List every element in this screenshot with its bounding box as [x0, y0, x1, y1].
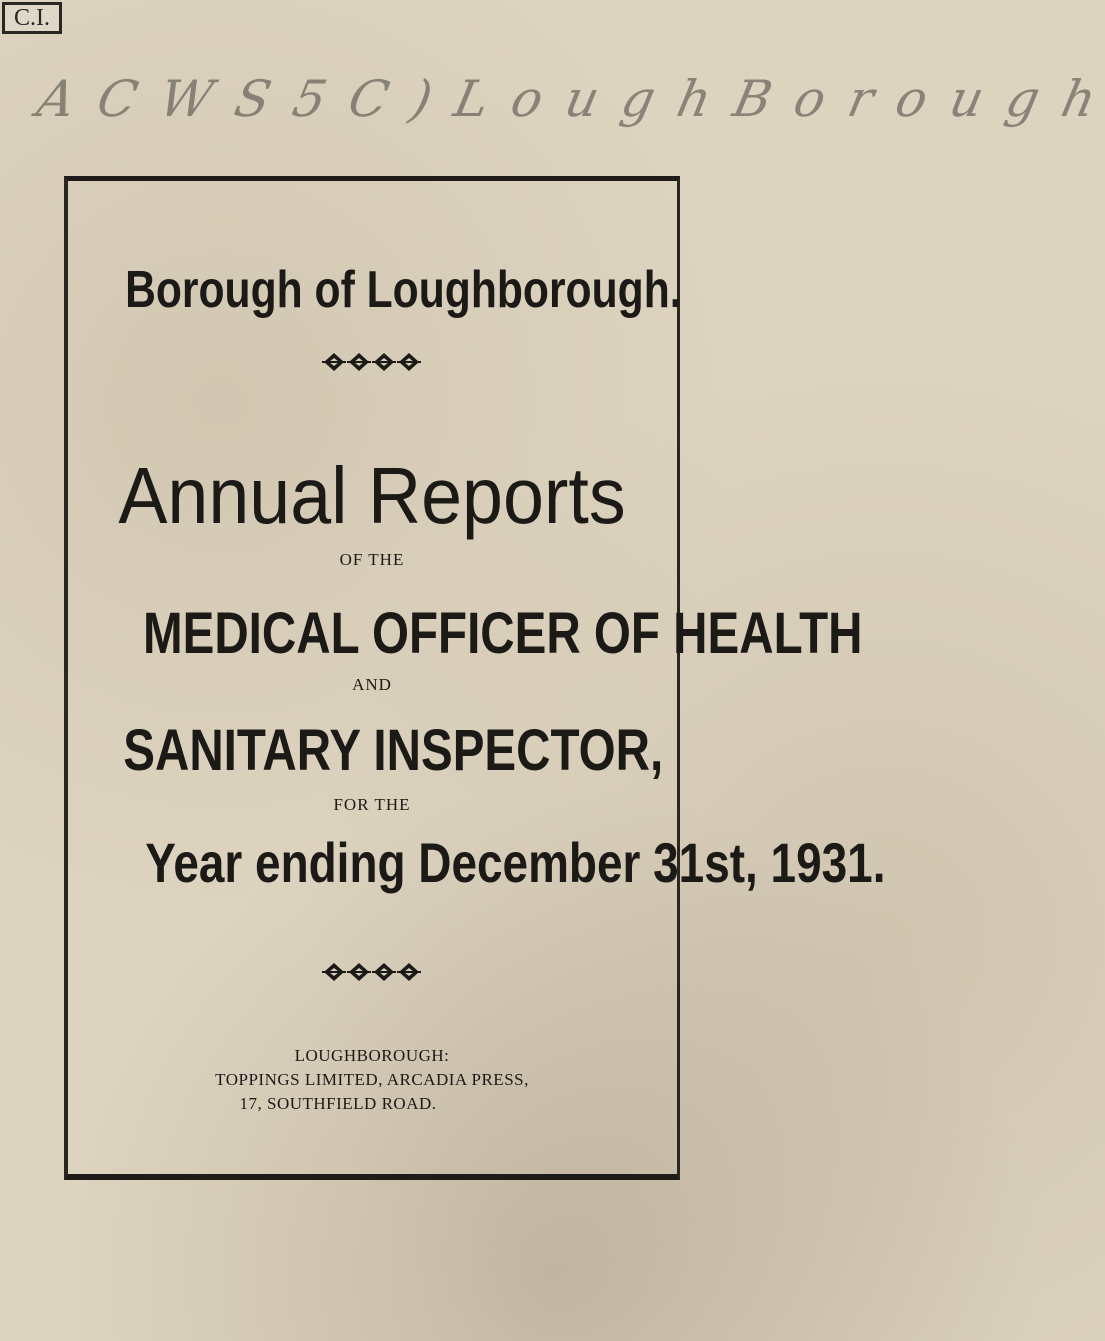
imprint-address: 17, SOUTHFIELD ROAD.	[239, 1094, 437, 1113]
of-the-label: OF THE	[339, 550, 405, 569]
annual-reports-heading: Annual Reports	[118, 451, 626, 540]
catalogue-stamp: C.I.	[2, 2, 62, 34]
officer-heading-text: MEDICAL OFFICER OF HEALTH	[142, 601, 863, 666]
borough-heading	[64, 260, 680, 320]
year-heading-text: Year ending December 31st, 1931.	[145, 831, 886, 894]
fleuron-icon	[322, 350, 422, 374]
for-the-label: FOR THE	[333, 795, 411, 814]
inspector-heading-text: SANITARY INSPECTOR,	[123, 718, 664, 783]
imprint-town: LOUGHBOROUGH:	[294, 1046, 450, 1065]
handwritten-annotation: A C W S 5 C ) L o u g h B o r o u g h	[32, 70, 1105, 128]
ornament-row-top	[64, 350, 680, 374]
year-heading	[64, 830, 886, 895]
officer-heading	[64, 600, 863, 667]
fleuron-icon	[322, 960, 422, 984]
imprint-printer: TOPPINGS LIMITED, ARCADIA PRESS,	[215, 1070, 529, 1089]
ornament-row-bottom	[64, 960, 680, 984]
inspector-heading	[64, 717, 680, 784]
and-label: AND	[352, 675, 392, 694]
borough-heading-text: Borough of Loughborough.	[125, 261, 682, 319]
